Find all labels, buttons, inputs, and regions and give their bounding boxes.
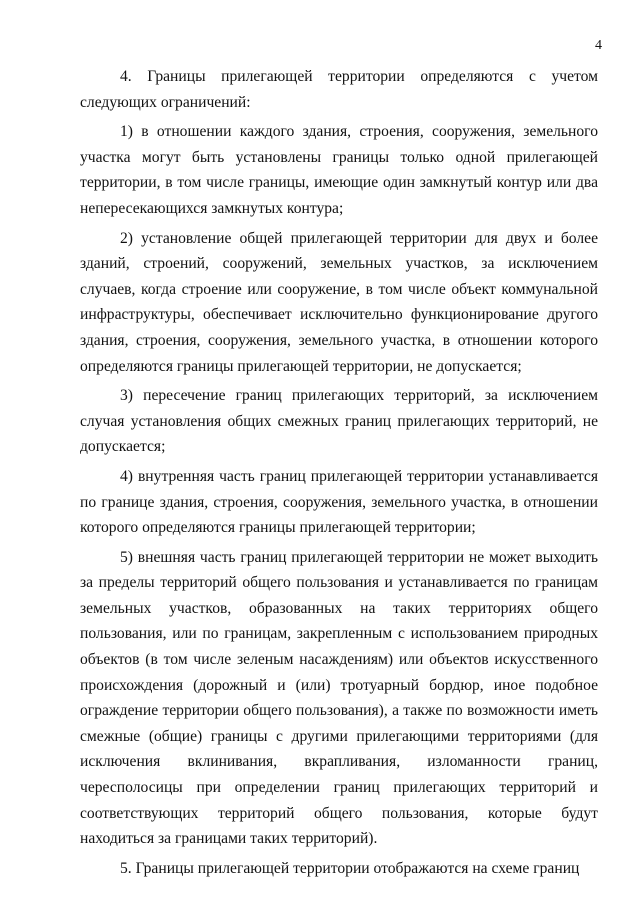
page-number: 4 bbox=[595, 38, 602, 53]
paragraph-subitem-5: 5) внешняя часть границ прилегающей территории не может выходить за пределы территорий общего пользования и устанавливается по границам земельных участков, образованных на таких территориях общего пользования, или по границам, закрепленным с использованием природных объектов (в том числе зеленым насаждениям) или объектов искусственного происхождения (дорожный и (или) тротуарный бордюр, иное подобное ограждение территории общего пользования), а также по возможности иметь смежные (общие) границы с другими прилегающими территориями (для исключения вклинивания, вкрапливания, изломанности границ, чересполосицы при определении границ прилегающих территорий и соответствующих территорий общего пользования, которые будут находиться за границами таких территорий). bbox=[80, 548, 598, 848]
paragraph-subitem-3: 3) пересечение границ прилегающих территорий, за исключением случая установления общих смежных границ прилегающих территорий, не допускается; bbox=[80, 387, 598, 456]
paragraph-item-4: 4. Границы прилегающей территории определяются с учетом следующих ограничений: bbox=[80, 68, 598, 111]
paragraph-subitem-2: 2) установление общей прилегающей территории для двух и более зданий, строений, сооружений, земельных участков, за исключением случаев, когда строение или сооружение, в том числе объект коммунальной инфраструктуры, обеспечивает исключительно функционирование другого здания, строения, сооружения, земельного участка, в отношении которого определяются границы прилегающей территории, не допускается; bbox=[80, 229, 598, 375]
paragraph-item-5: 5. Границы прилегающей территории отображаются на схеме границ bbox=[120, 859, 580, 877]
document-body bbox=[80, 64, 598, 885]
paragraph-subitem-4: 4) внутренняя часть границ прилегающей территории устанавливается по границе здания, строения, сооружения, земельного участка, в отношении которого определяются границы прилегающей территории; bbox=[80, 467, 598, 537]
paragraph-subitem-1: 1) в отношении каждого здания, строения, сооружения, земельного участка могут быть установлены границы только одной прилегающей территории, в том числе границы, имеющие один замкнутый контур или два непересекающихся замкнутых контура; bbox=[80, 123, 598, 217]
